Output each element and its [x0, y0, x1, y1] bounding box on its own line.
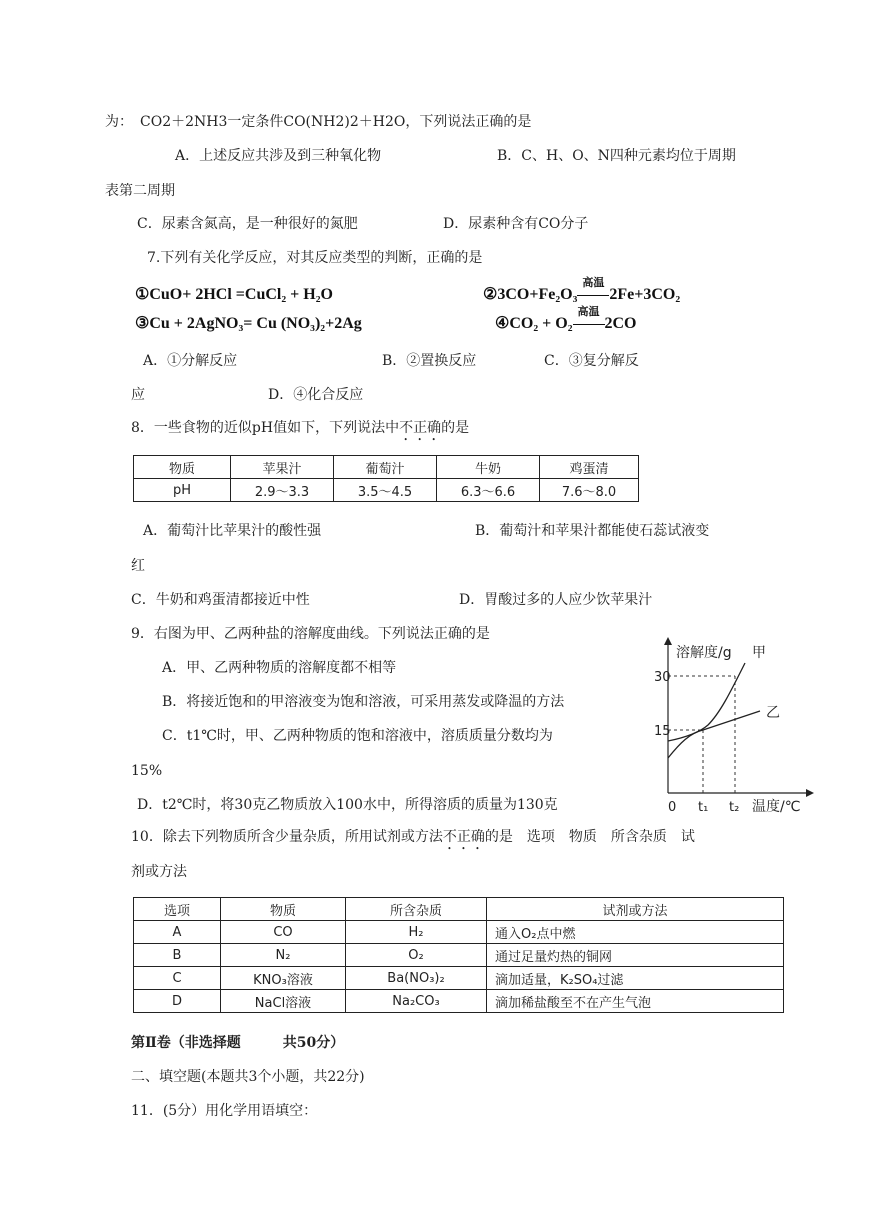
table-cell: 2.9～3.3	[231, 479, 334, 502]
section-title: 第Ⅱ卷（非选择题 共50分）	[131, 1035, 345, 1051]
q8-stem: 8．一些食物的近似pH值如下，下列说法中不正确的是	[131, 420, 470, 436]
q11-stem: 11．(5分）用化学用语填空：	[131, 1103, 318, 1119]
series-label-jia: 甲	[752, 645, 766, 661]
x-axis-arrow	[806, 789, 814, 797]
table-cell: 通过足量灼热的铜网	[487, 944, 784, 967]
solubility-chart	[640, 633, 820, 813]
y-axis-label: 溶解度/g	[676, 645, 732, 661]
q6-stem: 为： CO2＋2NH3一定条件CO(NH2)2＋H2O，下列说法正确的是	[105, 114, 532, 130]
table-cell: 3.5～4.5	[334, 479, 437, 502]
table-row	[134, 967, 784, 990]
x-axis-label: 温度/℃	[752, 799, 801, 813]
q9-option-c: C．t1℃时，甲、乙两种物质的饱和溶液中，溶质质量分数均为	[162, 728, 553, 744]
impurity-table	[133, 897, 784, 1013]
q7-option-a: A．①分解反应	[143, 353, 238, 369]
table-cell: 鸡蛋清	[540, 456, 639, 479]
q6-option-c: C．尿素含氮高，是一种很好的氮肥	[137, 216, 358, 232]
q6-option-b: B．C、H、O、N四种元素均位于周期	[497, 148, 736, 164]
table-cell: C	[134, 967, 221, 990]
y-tick-15: 15	[654, 724, 671, 739]
q6-option-a: A．上述反应共涉及到三种氧化物	[175, 148, 382, 164]
ph-table-row	[134, 479, 639, 502]
q6-option-d: D．尿素种含有CO分子	[443, 216, 589, 232]
section-subtitle: 二、填空题(本题共3个小题，共22分)	[131, 1069, 365, 1085]
q8-option-a: A．葡萄汁比苹果汁的酸性强	[143, 523, 322, 539]
table-cell: 滴加适量，K₂SO₄过滤	[487, 967, 784, 990]
table-cell: 牛奶	[437, 456, 540, 479]
table-cell: N₂	[221, 944, 346, 967]
table-cell: 滴加稀盐酸至不在产生气泡	[487, 990, 784, 1013]
y-axis-arrow	[664, 637, 672, 645]
q7-equation-3: ③Cu + 2AgNO₃= Cu (NO₃)₂+2Ag	[135, 315, 362, 332]
table-cell: 试剂或方法	[487, 898, 784, 921]
table-row	[134, 944, 784, 967]
q6-option-b-cont: 表第二周期	[105, 183, 175, 199]
x-tick-t2: t₂	[729, 800, 740, 813]
q9-option-c-cont: 15%	[131, 763, 163, 779]
x-tick-0: 0	[668, 800, 677, 813]
table-cell: 所含杂质	[346, 898, 487, 921]
q7-equation-4: ④CO₂ + O₂ 高温 2CO	[495, 306, 637, 332]
q9-option-a: A．甲、乙两种物质的溶解度都不相等	[162, 660, 397, 676]
q9-option-b: B．将接近饱和的甲溶液变为饱和溶液，可采用蒸发或降温的方法	[162, 694, 565, 710]
impurity-table-header-row	[134, 898, 784, 921]
table-cell: 物质	[134, 456, 231, 479]
q8-option-b: B．葡萄汁和苹果汁都能使石蕊试液变	[475, 523, 710, 539]
q8-option-d: D．胃酸过多的人应少饮苹果汁	[459, 592, 653, 608]
ph-table	[133, 455, 639, 502]
q8-option-c: C．牛奶和鸡蛋清都接近中性	[131, 592, 310, 608]
table-cell: D	[134, 990, 221, 1013]
table-cell: KNO₃溶液	[221, 967, 346, 990]
table-cell: pH	[134, 479, 231, 502]
table-cell: Ba(NO₃)₂	[346, 967, 487, 990]
table-cell: B	[134, 944, 221, 967]
q7-option-d: D．④化合反应	[268, 387, 364, 403]
table-row	[134, 990, 784, 1013]
q7-equation-2: ②3CO+Fe₂O₃ 高温 2Fe+3CO₂	[483, 277, 681, 303]
table-cell: 6.3～6.6	[437, 479, 540, 502]
table-cell: O₂	[346, 944, 487, 967]
x-tick-t1: t₁	[698, 800, 709, 813]
table-cell: 葡萄汁	[334, 456, 437, 479]
series-label-yi: 乙	[766, 705, 780, 721]
table-cell: 7.6～8.0	[540, 479, 639, 502]
q7-stem: 7.下列有关化学反应，对其反应类型的判断，正确的是	[147, 250, 483, 266]
q7-option-b: B．②置换反应	[382, 353, 477, 369]
table-cell: 苹果汁	[231, 456, 334, 479]
q7-option-c-cont: 应	[131, 387, 145, 403]
q9-stem: 9．右图为甲、乙两种盐的溶解度曲线。下列说法正确的是	[131, 626, 490, 642]
ph-table-header-row	[134, 456, 639, 479]
q10-stem-cont: 剂或方法	[131, 864, 187, 880]
table-row	[134, 921, 784, 944]
q9-option-d: D．t2℃时，将30克乙物质放入100水中，所得溶质的质量为130克	[137, 797, 558, 813]
q8-option-b-cont: 红	[131, 558, 145, 574]
table-cell: 选项	[134, 898, 221, 921]
table-cell: 通入O₂点中燃	[487, 921, 784, 944]
q7-equation-1: ①CuO+ 2HCl =CuCl₂ + H₂O	[135, 286, 333, 303]
y-tick-30: 30	[654, 670, 671, 685]
table-cell: NaCl溶液	[221, 990, 346, 1013]
table-cell: H₂	[346, 921, 487, 944]
q10-stem: 10．除去下列物质所含少量杂质，所用试剂或方法不正确的是 选项 物质 所含杂质 试	[131, 829, 695, 845]
table-cell: CO	[221, 921, 346, 944]
table-cell: A	[134, 921, 221, 944]
table-cell: 物质	[221, 898, 346, 921]
table-cell: Na₂CO₃	[346, 990, 487, 1013]
q7-option-c: C．③复分解反	[544, 353, 639, 369]
